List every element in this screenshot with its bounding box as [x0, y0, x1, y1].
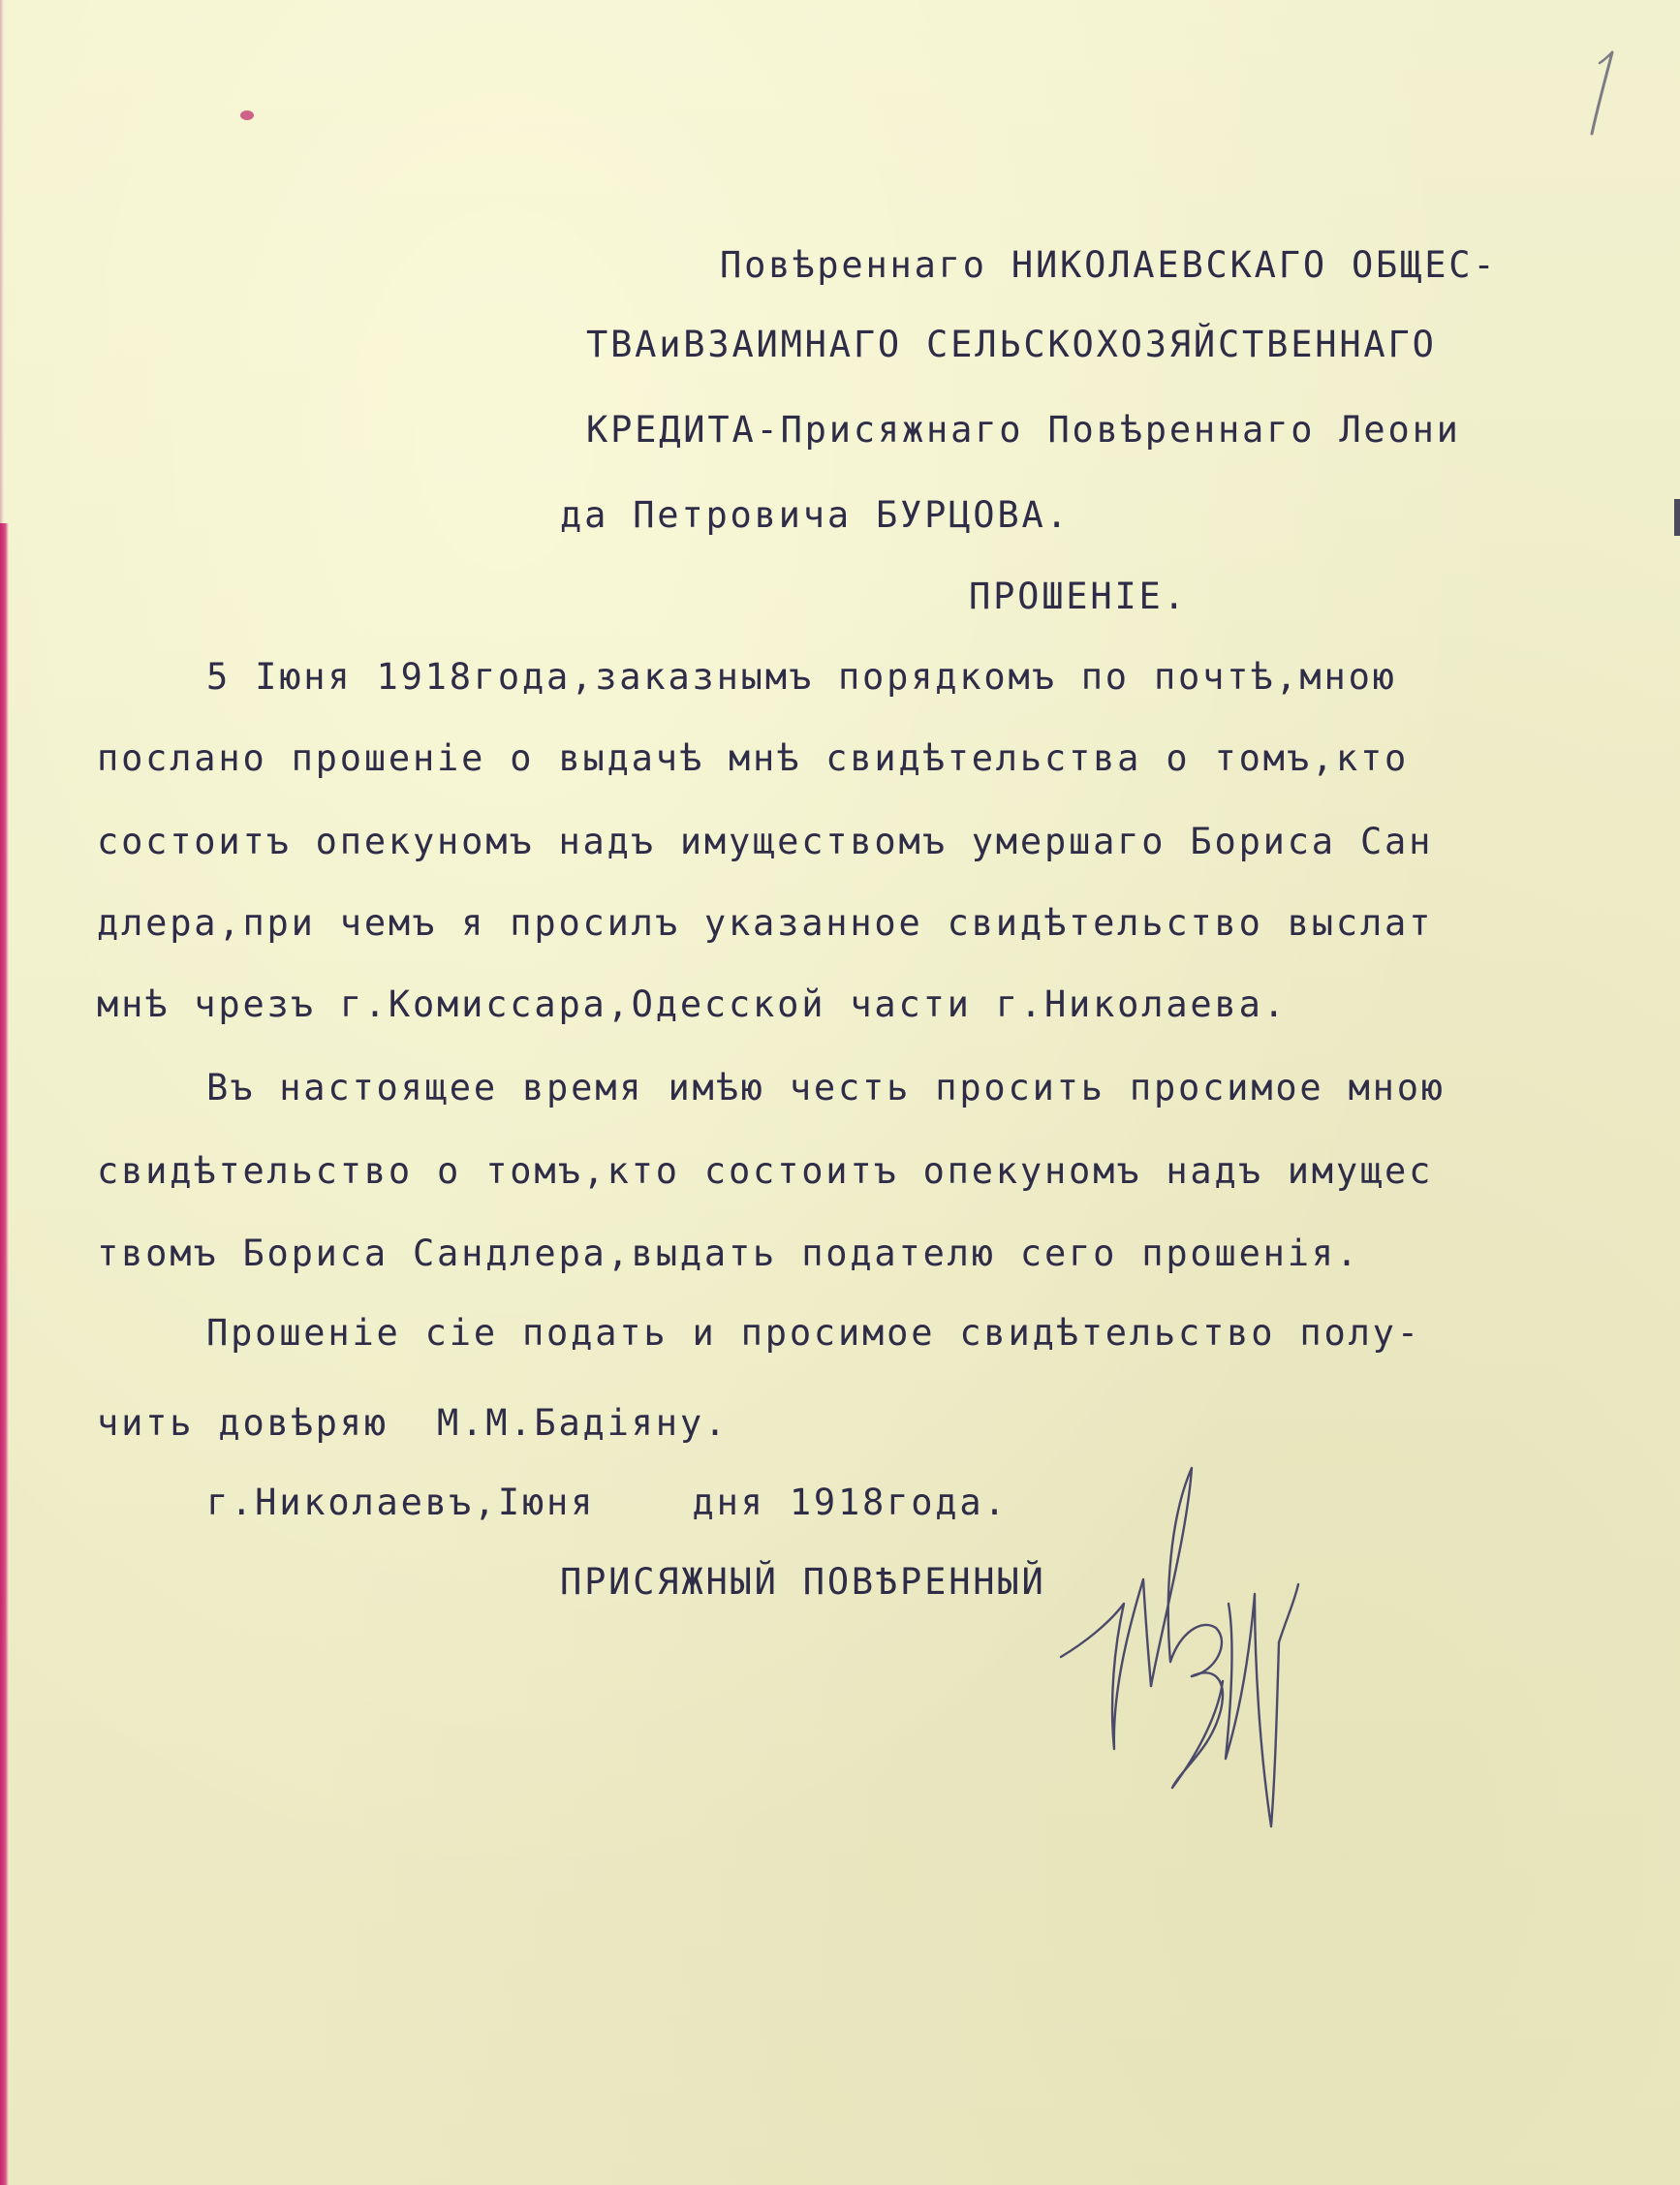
paragraph3-line-1: Прошеніе сіе подать и просимое свидѣтельство полу-: [206, 1312, 1421, 1354]
paragraph1-line-2: послано прошеніе о выдачѣ мнѣ свидѣтельства о томъ,кто: [97, 737, 1410, 779]
paragraph1-line-3: состоитъ опекуномъ надъ имуществомъ умершаго Бориса Сан: [97, 821, 1434, 862]
folder-edge-top: [0, 0, 4, 523]
paragraph3-line-2: чить довѣряю М.М.Бадіяну.: [97, 1402, 729, 1444]
handwritten-signature: [1056, 1458, 1308, 1875]
paragraph2-line-3: твомъ Бориса Сандлера,выдать подателю сего прошенія.: [97, 1233, 1360, 1274]
paragraph1-line-1: 5 Іюня 1918года,заказнымъ порядкомъ по почтѣ,мною: [206, 656, 1397, 698]
folder-edge: [0, 523, 9, 2185]
paragraph1-line-4: длера,при чемъ я просилъ указанное свидѣтельство выслат: [97, 902, 1434, 944]
document-title: ПРОШЕНІЕ.: [969, 576, 1188, 617]
paragraph2-line-1: Въ настоящее время имѣю честь просить просимое мною: [206, 1067, 1446, 1108]
paragraph2-line-2: свидѣтельство о томъ,кто состоитъ опекуномъ надъ имущес: [97, 1150, 1434, 1192]
page-number-handwritten: [1583, 47, 1622, 139]
ink-spot: [240, 110, 254, 120]
binding-mark: [1674, 499, 1680, 536]
header-line-1: Повѣреннаго НИКОЛАЕВСКАГО ОБЩЕС-: [720, 244, 1498, 286]
date-line: г.Николаевъ,Іюня дня 1918года.: [206, 1482, 1009, 1523]
closing-title: ПРИСЯЖНЫЙ ПОВѢРЕННЫЙ: [560, 1561, 1046, 1603]
paragraph1-line-5: мнѣ чрезъ г.Комиссара,Одесской части г.Николаева.: [97, 983, 1288, 1025]
header-line-4: да Петровича БУРЦОВА.: [560, 494, 1071, 536]
header-line-3: КРЕДИТА-Присяжнаго Повѣреннаго Леони: [586, 409, 1461, 451]
header-line-2: ТВАиВЗАИМНАГО СЕЛЬСКОХОЗЯЙСТВЕННАГО: [586, 324, 1437, 365]
